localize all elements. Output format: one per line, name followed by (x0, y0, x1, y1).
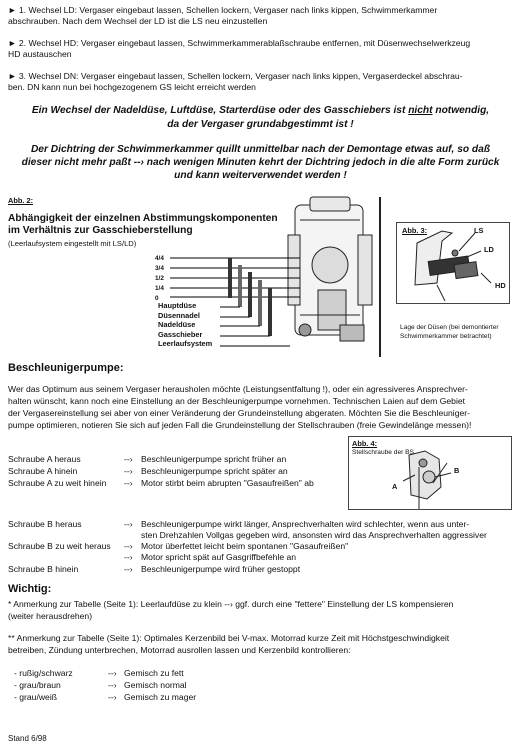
note-b-1: ** Anmerkung zur Tabelle (Seite 1): Optimales Kerzenbild bei V-max. Motorrad kurze Zeit mit Höchstgeschwindigkeit (8, 633, 450, 643)
note-jets: Ein Wechsel der Nadeldüse, Luftdüse, Starterdüse oder des Gasschiebers ist nicht notwendig, (31, 105, 490, 116)
pump-para-4: pumpe optimieren, notieren Sie sich auf jeden Fall die Grundeinstellung der Stellschrauben (freie Gewindelänge messen)! (8, 420, 472, 430)
throttle-ticks: 4/4 3/4 1/2 1/4 0 (155, 255, 164, 302)
pump-para-1: Wer das Optimum aus seinem Vergaser herausholen möchte (Leistungsentfaltung !), oder ein agressiveres Ansprechver- (8, 384, 468, 394)
note-seal-3: und kann weiterverwendet werden ! (174, 170, 347, 181)
step-3: ► 3. Wechsel DN: Vergaser eingebaut lassen, Schellen lockern, Vergaser nach links kippen, Vergaserdeckel abschrau- (8, 71, 463, 81)
section-heading-pump: Beschleunigerpumpe: (8, 362, 124, 374)
step-1: ► 1. Wechsel LD: Vergaser eingebaut lassen, Schellen lockern, Vergaser nach links kippen, Schwimmerkammer (8, 5, 438, 15)
screw-tag-a: A (392, 482, 398, 491)
figure-3-label: Abb. 3: (402, 226, 428, 235)
step-1-cont: abschrauben. Nach dem Wechsel der LD ist die LS neu einzustellen (8, 16, 268, 26)
jet-tag-ls: LS (474, 226, 484, 235)
divider (379, 197, 381, 357)
figure-4-caption: Stellschraube der BS (352, 449, 414, 456)
component-labels: Hauptdüse Düsennadel Nadeldüse Gasschieber Leerlaufsystem (158, 301, 213, 349)
figure-3-caption: Lage der Düsen (bei demontierter Schwimmerkammer betrachtet) (400, 324, 499, 340)
section-heading-important: Wichtig: (8, 583, 52, 595)
step-2: ► 2. Wechsel HD: Vergaser eingebaut lassen, Schwimmerkammerablaßschraube entfernen, mit Düsenwechselwerkzeug (8, 38, 471, 48)
note-a-1: * Anmerkung zur Tabelle (Seite 1): Leerlaufdüse zu klein --› ggf. durch eine "fettere" Einstellung der LS kompensieren (8, 599, 454, 609)
footer-date: Stand 6/98 (8, 734, 47, 743)
pump-para-2: halten wünscht, kann noch eine Einstellung an der Beschleunigerpumpe vornehmen. Technischen Laien auf dem Gebiet (8, 396, 466, 406)
pump-para-3: der Vergasereinstellung sei aber von einer Veränderung der Grundeinstellung abgeraten. Möchten Sie die Beschleuniger- (8, 408, 470, 418)
figure-2-title: Abhängigkeit der einzelnen Abstimmungskomponenten im Verhältnis zur Gasschieberstellung (8, 213, 278, 236)
step-2-cont: HD austauschen (8, 49, 72, 59)
note-jets-line2: da der Vergaser grundabgestimmt ist ! (167, 119, 354, 130)
arrow-right-icon: ► (8, 38, 17, 48)
figure-4-label: Abb. 4: (352, 439, 378, 448)
note-seal-1: Der Dichtring der Schwimmerkammer quillt unmittelbar nach der Demontage etwas auf, so daß (30, 144, 491, 155)
note-a-2: (weiter herausdrehen) (8, 611, 93, 621)
jet-location-diagram (397, 223, 509, 303)
arrow-right-icon: ► (8, 71, 17, 81)
step-3-cont: ben. DN kann nun bei hochgezogenem GS leicht erreicht werden (8, 82, 256, 92)
screw-tag-b: B (454, 466, 460, 475)
note-b-2: betreiben, Zündung unterbrechen, Motorrad ausrollen lassen und Kerzenbild kontrollieren: (8, 645, 351, 655)
figure-2-label: Abb. 2: (8, 196, 34, 205)
arrow-right-icon: ► (8, 5, 17, 15)
figure-2-subtitle: (Leerlaufsystem eingestellt mit LS/LD) (8, 239, 137, 248)
note-seal-2: dieser nicht mehr paßt --› nach wenigen Minuten kehrt der Dichtring jedoch in die alte Form zurück (21, 157, 500, 168)
jet-tag-ld: LD (484, 245, 494, 254)
jet-tag-hd: HD (495, 281, 506, 290)
